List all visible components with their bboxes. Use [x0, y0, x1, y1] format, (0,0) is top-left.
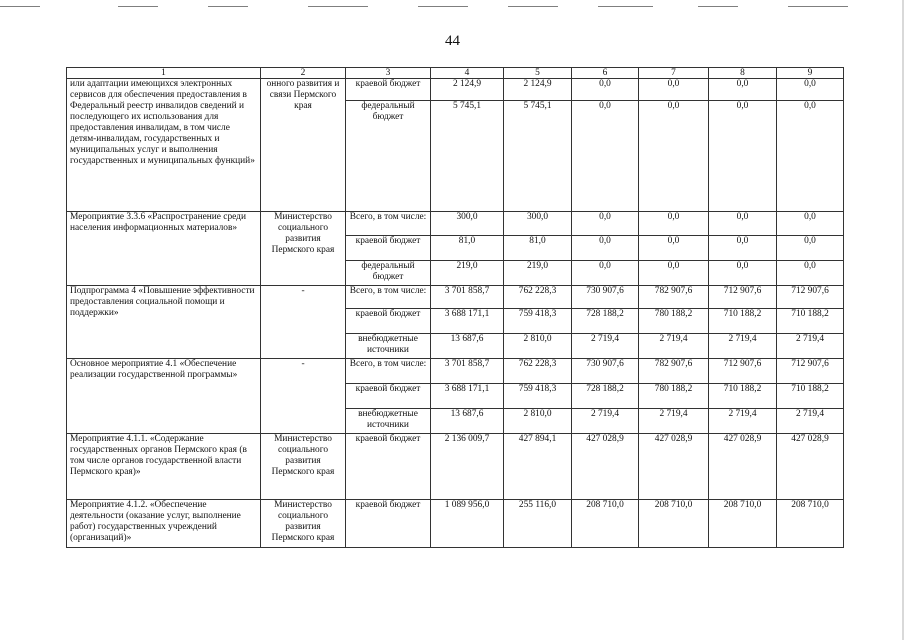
responsible-executor-cell: Министерство социального развития Пермского края: [261, 500, 346, 548]
funding-source-cell: внебюджетные источники: [346, 409, 431, 434]
amount-cell-col7: 208 710,0: [639, 500, 709, 548]
amount-cell-col4: 3 688 171,1: [431, 384, 504, 409]
amount-cell-col4: 2 136 009,7: [431, 434, 504, 500]
amount-cell-col6: 728 188,2: [572, 384, 639, 409]
amount-cell-col5: 81,0: [504, 236, 572, 261]
table-row: [67, 79, 844, 101]
amount-cell-col7: 2 719,4: [639, 409, 709, 434]
amount-cell-col5: 427 894,1: [504, 434, 572, 500]
amount-cell-col8: 710 188,2: [709, 309, 777, 334]
amount-cell-col7: 0,0: [639, 236, 709, 261]
amount-cell-col9: 0,0: [777, 261, 844, 286]
amount-cell-col5: 762 228,3: [504, 359, 572, 384]
responsible-executor-cell: -: [261, 286, 346, 359]
amount-cell-col6: 208 710,0: [572, 500, 639, 548]
page-number: 44: [445, 33, 460, 49]
amount-cell-col6: 0,0: [572, 79, 639, 101]
amount-cell-col5: 255 116,0: [504, 500, 572, 548]
amount-cell-col5: 2 810,0: [504, 334, 572, 359]
budget-table: [66, 67, 844, 548]
amount-cell-col7: 780 188,2: [639, 384, 709, 409]
amount-cell-col8: 712 907,6: [709, 286, 777, 309]
amount-cell-col5: 759 418,3: [504, 309, 572, 334]
top-rule-2: [118, 6, 158, 7]
top-rule-5: [418, 6, 468, 7]
amount-cell-col9: 0,0: [777, 79, 844, 101]
amount-cell-col8: 710 188,2: [709, 384, 777, 409]
amount-cell-col9: 0,0: [777, 212, 844, 236]
amount-cell-col8: 2 719,4: [709, 409, 777, 434]
funding-source-cell: Всего, в том числе:: [346, 286, 431, 309]
amount-cell-col9: 0,0: [777, 236, 844, 261]
funding-source-cell: федеральный бюджет: [346, 101, 431, 212]
amount-cell-col8: 2 719,4: [709, 334, 777, 359]
amount-cell-col4: 1 089 956,0: [431, 500, 504, 548]
amount-cell-col7: 0,0: [639, 212, 709, 236]
amount-cell-col8: 0,0: [709, 261, 777, 286]
responsible-executor-cell: -: [261, 359, 346, 434]
activity-name-cell: Мероприятие 4.1.2. «Обеспечение деятельности (оказание услуг, выполнение работ) государственных учреждений (организаций)»: [67, 500, 261, 548]
amount-cell-col7: 782 907,6: [639, 359, 709, 384]
top-rule-9: [788, 6, 848, 7]
table-row: [67, 286, 844, 309]
funding-source-cell: краевой бюджет: [346, 500, 431, 548]
amount-cell-col6: 730 907,6: [572, 359, 639, 384]
table-row: [67, 359, 844, 384]
activity-name-cell: Основное мероприятие 4.1 «Обеспечение реализации государственной программы»: [67, 359, 261, 434]
amount-cell-col9: 712 907,6: [777, 359, 844, 384]
top-rule-8: [698, 6, 738, 7]
column-header-1: 1: [67, 68, 261, 79]
amount-cell-col6: 728 188,2: [572, 309, 639, 334]
table-body: [67, 68, 844, 548]
amount-cell-col5: 759 418,3: [504, 384, 572, 409]
amount-cell-col4: 219,0: [431, 261, 504, 286]
amount-cell-col5: 219,0: [504, 261, 572, 286]
amount-cell-col7: 0,0: [639, 79, 709, 101]
amount-cell-col8: 0,0: [709, 79, 777, 101]
funding-source-cell: Всего, в том числе:: [346, 212, 431, 236]
responsible-executor-cell: Министерство социального развития Пермского края: [261, 212, 346, 286]
amount-cell-col9: 2 719,4: [777, 334, 844, 359]
column-header-6: 6: [572, 68, 639, 79]
amount-cell-col8: 0,0: [709, 101, 777, 212]
amount-cell-col5: 2 810,0: [504, 409, 572, 434]
column-header-2: 2: [261, 68, 346, 79]
funding-source-cell: федеральный бюджет: [346, 261, 431, 286]
amount-cell-col8: 712 907,6: [709, 359, 777, 384]
activity-name-cell: Подпрограмма 4 «Повышение эффективности предоставления социальной помощи и поддержки»: [67, 286, 261, 359]
amount-cell-col6: 0,0: [572, 236, 639, 261]
funding-source-cell: краевой бюджет: [346, 309, 431, 334]
activity-name-cell: Мероприятие 3.3.6 «Распространение среди населения информационных материалов»: [67, 212, 261, 286]
column-header-9: 9: [777, 68, 844, 79]
column-header-3: 3: [346, 68, 431, 79]
column-header-5: 5: [504, 68, 572, 79]
funding-source-cell: краевой бюджет: [346, 434, 431, 500]
top-rule-4: [308, 6, 368, 7]
amount-cell-col4: 3 701 858,7: [431, 359, 504, 384]
amount-cell-col6: 427 028,9: [572, 434, 639, 500]
amount-cell-col7: 0,0: [639, 261, 709, 286]
amount-cell-col9: 0,0: [777, 101, 844, 212]
top-rule-7: [598, 6, 653, 7]
amount-cell-col6: 2 719,4: [572, 334, 639, 359]
amount-cell-col9: 2 719,4: [777, 409, 844, 434]
page-edge: [902, 0, 904, 640]
amount-cell-col6: 0,0: [572, 101, 639, 212]
amount-cell-col4: 3 688 171,1: [431, 309, 504, 334]
amount-cell-col9: 712 907,6: [777, 286, 844, 309]
table-row: [67, 500, 844, 548]
funding-source-cell: Всего, в том числе:: [346, 359, 431, 384]
amount-cell-col9: 208 710,0: [777, 500, 844, 548]
amount-cell-col5: 300,0: [504, 212, 572, 236]
funding-source-cell: краевой бюджет: [346, 236, 431, 261]
amount-cell-col4: 2 124,9: [431, 79, 504, 101]
column-header-4: 4: [431, 68, 504, 79]
funding-source-cell: краевой бюджет: [346, 79, 431, 101]
amount-cell-col5: 5 745,1: [504, 101, 572, 212]
top-rule-3: [208, 6, 248, 7]
amount-cell-col4: 13 687,6: [431, 409, 504, 434]
column-header-7: 7: [639, 68, 709, 79]
amount-cell-col4: 5 745,1: [431, 101, 504, 212]
activity-name-cell: Мероприятие 4.1.1. «Содержание государственных органов Пермского края (в том числе органов государственной власти Пермского края)»: [67, 434, 261, 500]
top-rule-6: [508, 6, 558, 7]
amount-cell-col7: 427 028,9: [639, 434, 709, 500]
table-row: [67, 434, 844, 500]
amount-cell-col9: 427 028,9: [777, 434, 844, 500]
responsible-executor-cell: онного развития и связи Пермского края: [261, 79, 346, 212]
amount-cell-col7: 0,0: [639, 101, 709, 212]
amount-cell-col4: 81,0: [431, 236, 504, 261]
amount-cell-col6: 730 907,6: [572, 286, 639, 309]
amount-cell-col8: 0,0: [709, 236, 777, 261]
amount-cell-col8: 0,0: [709, 212, 777, 236]
amount-cell-col7: 780 188,2: [639, 309, 709, 334]
amount-cell-col9: 710 188,2: [777, 384, 844, 409]
amount-cell-col7: 2 719,4: [639, 334, 709, 359]
amount-cell-col5: 2 124,9: [504, 79, 572, 101]
column-number-header: [67, 68, 844, 79]
amount-cell-col4: 300,0: [431, 212, 504, 236]
amount-cell-col8: 208 710,0: [709, 500, 777, 548]
amount-cell-col9: 710 188,2: [777, 309, 844, 334]
responsible-executor-cell: Министерство социального развития Пермского края: [261, 434, 346, 500]
activity-name-cell: или адаптации имеющихся электронных сервисов для обеспечения предоставления в Федеральный реестр инвалидов сведений и последующего их использования для предоставления инвалидам, в том числе детям-инвалидам, государственных и муниципальных услуг и выполнения государственных и муниципальных функций»: [67, 79, 261, 212]
amount-cell-col8: 427 028,9: [709, 434, 777, 500]
funding-source-cell: краевой бюджет: [346, 384, 431, 409]
amount-cell-col4: 3 701 858,7: [431, 286, 504, 309]
amount-cell-col7: 782 907,6: [639, 286, 709, 309]
amount-cell-col5: 762 228,3: [504, 286, 572, 309]
top-rule-1: [0, 6, 40, 7]
table-row: [67, 212, 844, 236]
amount-cell-col6: 0,0: [572, 261, 639, 286]
amount-cell-col4: 13 687,6: [431, 334, 504, 359]
column-header-8: 8: [709, 68, 777, 79]
amount-cell-col6: 2 719,4: [572, 409, 639, 434]
funding-source-cell: внебюджетные источники: [346, 334, 431, 359]
amount-cell-col6: 0,0: [572, 212, 639, 236]
